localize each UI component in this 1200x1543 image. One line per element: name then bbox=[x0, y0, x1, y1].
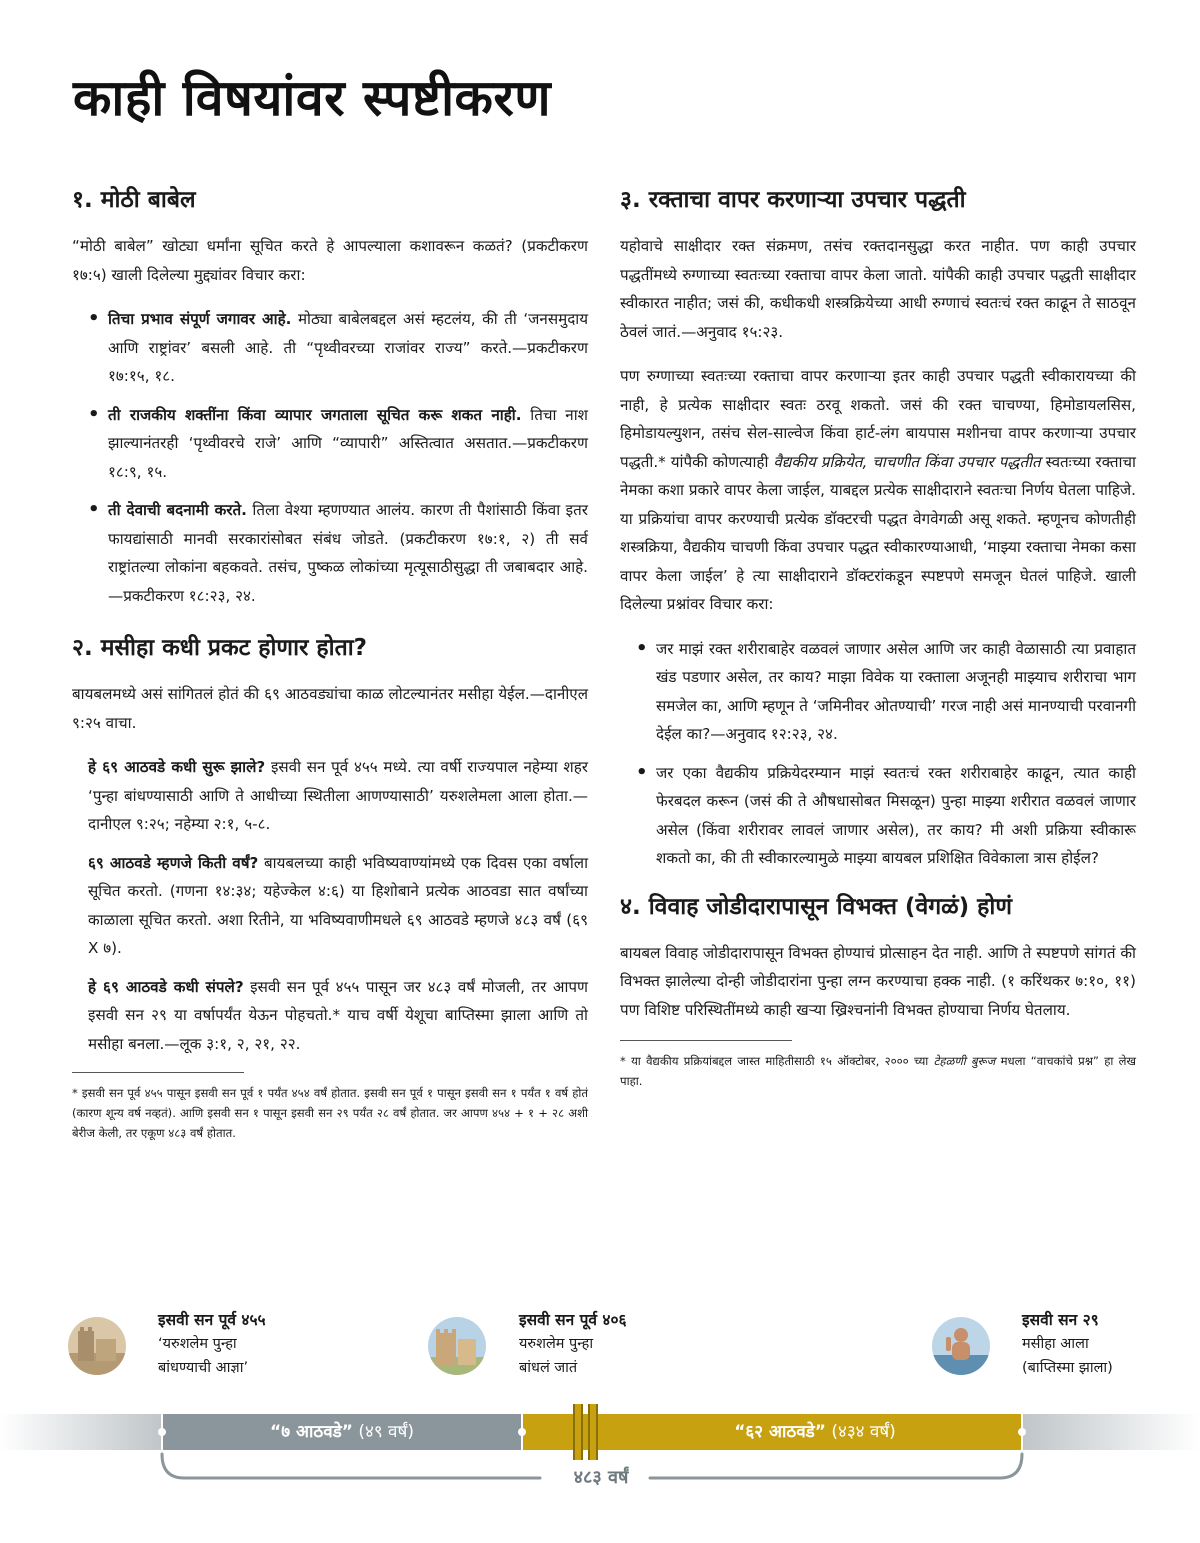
qa-question: हे ६९ आठवडे कधी सुरू झाले? bbox=[88, 758, 266, 776]
point-lead: ती राजकीय शक्तींना किंवा व्यापार जगताला सूचित करू शकत नाही. bbox=[108, 405, 522, 424]
event-caption: बांधण्याची आज्ञा’ bbox=[158, 1360, 249, 1376]
section-3-questions bbox=[620, 635, 1136, 873]
section-3-paragraph bbox=[620, 362, 1136, 619]
timeline-fade-left bbox=[0, 1414, 162, 1450]
emphasis-text: वैद्यकीय प्रक्रियेत, चाचणीत किंवा उपचार पद्धतीत bbox=[773, 452, 1041, 471]
event-date: इसवी सन पूर्व ४०६ bbox=[519, 1311, 627, 1329]
timeline-event-455bce bbox=[158, 1308, 266, 1380]
section-1-points bbox=[72, 305, 588, 610]
qa-item bbox=[88, 753, 588, 839]
section-3-paragraph: यहोवाचे साक्षीदार रक्त संक्रमण, तसंच रक्तदानसुद्धा करत नाहीत. पण काही उपचार पद्धतींमध्ये रुग्णाच्या स्वतःच्या रक्ताचा वापर केला जातो. यांपैकी काही उपचार पद्धती साक्षीदार स्वीकारत नाहीत; जसं की, कधीकधी शस्त्रक्रियेच्या आधी रुग्णाचं स्वतःचं रक्त काढून ते साठवून ठेवलं जातं.—अनुवाद १५:२३. bbox=[620, 237, 1136, 341]
point-lead: ती देवाची बदनामी करते. bbox=[108, 501, 247, 519]
event-caption: बांधलं जातं bbox=[519, 1360, 578, 1376]
event-caption: ‘यरुशलेम पुन्हा bbox=[158, 1336, 237, 1352]
list-item: • जर माझं रक्त शरीराबाहेर वळवलं जाणार असेल आणि जर काही वेळासाठी त्या प्रवाहात खंड पडणार असेल, तर काय? माझा विवेक या रक्ताला अजूनही माझ्याच शरीराचा भाग समजेल का, आणि म्हणून ते ‘जमिनीवर ओतण्याची’ गरज नाही असं मानण्याची परवानगी देईल का?—अनुवाद १२:२३, २४. bbox=[636, 635, 1136, 749]
qa-answer: बायबलच्या काही भविष्यवाण्यांमध्ये एक दिवस एका वर्षाला सूचित करतो. (गणना १४:३४; यहेज्केल ४:६) या हिशोबाने प्रत्येक आठवडा सात वर्षांच्या काळाला सूचित करतो. अशा रितीने, या भविष्यवाणीमधले ६९ आठवडे म्हणजे ४८३ वर्षं (६९ X ७). bbox=[88, 853, 589, 957]
event-date: इसवी सन २९ bbox=[1022, 1311, 1099, 1329]
section-1-heading: १. मोठी बाबेल bbox=[72, 187, 196, 213]
event-caption: (बाप्तिस्मा झाला) bbox=[1022, 1360, 1113, 1376]
footnote-divider bbox=[620, 1040, 792, 1041]
section-2-intro: बायबलमध्ये असं सांगितलं होतं की ६९ आठवड्यांचा काळ लोटल्यानंतर मसीहा येईल.—दानीएल ९:२५ वाचा. bbox=[72, 685, 588, 732]
qa-question: ६९ आठवडे म्हणजे किती वर्षं? bbox=[88, 853, 259, 872]
point-text: तिला वेश्या म्हणण्यात आलंय. कारण ती पैशांसाठी किंवा इतर फायद्यांसाठी मानवी सरकारांसोबत संबंध जोडते. (प्रकटीकरण १७:१, २) ती सर्व राष्ट्रांतल्या लोकांना बहकवते. तसंच, पुष्कळ लोकांच्या मृत्यूसाठीसुद्धा ती जबाबदार आहे.—प्रकटीकरण १८:२३, २४. bbox=[108, 501, 589, 605]
city-wall-icon bbox=[428, 1317, 486, 1375]
text-run: मधला “वाचकांचे प्रश्न” हा लेख पाहा. bbox=[620, 1054, 1136, 1088]
point-lead: तिचा प्रभाव संपूर्ण जगावर आहे. bbox=[108, 310, 292, 328]
footnote bbox=[620, 1051, 1136, 1091]
event-caption: मसीहा आला bbox=[1022, 1336, 1089, 1352]
list-item bbox=[88, 496, 588, 610]
total-years-label: ४८३ वर्षं bbox=[573, 1467, 629, 1488]
text-run: पण रुग्णाच्या स्वतःच्या रक्ताचा वापर करणाऱ्या इतर काही उपचार पद्धती स्वीकारायच्या की नाही, हे प्रत्येक साक्षीदार स्वतः ठरवू शकतो. जसं की रक्त चाचण्या, हिमोडायलसिस, हिमोडायल्युशन, तसंच सेल-साल्वेज किंवा हार्ट-लंग बायपास मशीनचा वापर करणाऱ्या उपचार पद्धती.* यांपैकी कोणत्याही bbox=[620, 367, 1136, 471]
list-item: • जर एका वैद्यकीय प्रक्रियेदरम्यान माझं स्वतःचं रक्त शरीराबाहेर काढून, त्यात काही फेरबदल करून (जसं की ते औषधासोबत मिसळून) पुन्हा माझ्या शरीरात वळवलं जाणार असेल (किंवा शरीरावर लावलं जाणार असेल), तर काय? मी अशी प्रक्रिया स्वीकारू शकतो का, की ती स्वीकारल्यामुळे माझ्या बायबल प्रशिक्षित विवेकाला त्रास होईल? bbox=[636, 759, 1136, 873]
list-item bbox=[88, 305, 588, 391]
event-date: इसवी सन पूर्व ४५५ bbox=[158, 1311, 266, 1329]
rebuilding-wall-icon bbox=[68, 1317, 126, 1375]
timeline-dot bbox=[1018, 1428, 1026, 1436]
section-3-heading: ३. रक्ताचा वापर करणाऱ्या उपचार पद्धती bbox=[620, 187, 966, 213]
section-separation bbox=[620, 889, 1136, 1092]
qa-item bbox=[88, 849, 588, 963]
segment-label-years: (४९ वर्षं) bbox=[352, 1422, 414, 1442]
baptism-icon bbox=[932, 1317, 990, 1375]
text-run: स्वतःच्या रक्ताचा नेमका कशा प्रकारे वापर केला जाईल, याबद्दल प्रत्येक साक्षीदाराने स्वतःचा निर्णय घेतला पाहिजे. या प्रक्रियांचा वापर करण्याची प्रत्येक डॉक्टरची पद्धत वेगवेगळी असू शकते. म्हणूनच कोणतीही शस्त्रक्रिया, वैद्यकीय चाचणी किंवा उपचार पद्धत स्वीकारण्याआधी, ‘माझ्या रक्ताचा नेमका कसा वापर केला जाईल’ हे त्या साक्षीदाराने डॉक्टरांकडून स्पष्टपणे समजून घेतलं पाहिजे. खाली दिलेल्या प्रश्नांवर विचार करा: bbox=[620, 452, 1136, 613]
list-item bbox=[88, 401, 588, 487]
qa-item bbox=[88, 973, 588, 1059]
section-4-heading: ४. विवाह जोडीदारापासून विभक्त (वेगळं) होणं bbox=[620, 893, 1012, 920]
segment-label-bold: “६२ आठवडे” bbox=[734, 1422, 826, 1442]
point-text: तिचा नाश झाल्यानंतरही ‘पृथ्वीवरचे राजे’ आणि “व्यापारी” अस्तित्वात असतात.—प्रकटीकरण १८:९, १५. bbox=[108, 405, 588, 481]
timeline-event-406bce bbox=[519, 1308, 627, 1380]
segment-label-7-weeks bbox=[162, 1414, 522, 1450]
footnote: * इसवी सन पूर्व ४५५ पासून इसवी सन पूर्व १ पर्यंत ४५४ वर्षं होतात. इसवी सन पूर्व १ पासून इसवी सन १ पर्यंत १ वर्ष होतं (कारण शून्य वर्ष नव्हतं). आणि इसवी सन १ पासून इसवी सन २९ पर्यंत २८ वर्षं होतात. जर आपण ४५४ + १ + २८ अशी बेरीज केली, तर एकूण ४८३ वर्षं होतात. bbox=[72, 1086, 588, 1140]
segment-label-bold: “७ आठवडे” bbox=[270, 1422, 353, 1442]
qa-answer: इसवी सन पूर्व ४५५ पासून जर ४८३ वर्षं मोजली, तर आपण इसवी सन २९ या वर्षापर्यंत येऊन पोहचतो.* याच वर्षी येशूचा बाप्तिस्मा झाला आणि तो मसीहा बनला.—लूक ३:१, २, २१, २२. bbox=[88, 977, 588, 1053]
timeline-event-29ce bbox=[1022, 1308, 1113, 1380]
segment-label-62-weeks bbox=[620, 1414, 1010, 1450]
section-4-paragraph: बायबल विवाह जोडीदारापासून विभक्त होण्याचं प्रोत्साहन देत नाही. आणि ते स्पष्टपणे सांगतं की विभक्त झालेल्या दोन्ही जोडीदारांना पुन्हा लग्न करण्याचा हक्क नाही. (१ करिंथकर ७:१०, ११) पण विशिष्ट परिस्थितींमध्ये काही खऱ्या ख्रिश्चनांनी विभक्त होण्याचा निर्णय घेतलाय. bbox=[620, 943, 1136, 1019]
emphasis-text: टेहळणी बुरूज bbox=[933, 1054, 996, 1068]
point-text: मोठ्या बाबेलबद्दल असं म्हटलंय, की ती ‘जनसमुदाय आणि राष्ट्रांवर’ बसली आहे. ती “पृथ्वीवरच्या राजांवर राज्य” करते.—प्रकटीकरण १७:१५, १८. bbox=[108, 310, 589, 385]
text-run: * या वैद्यकीय प्रक्रियांबद्दल जास्त माहितीसाठी १५ ऑक्टोबर, २००० च्या bbox=[620, 1054, 934, 1068]
segment-label-years: (४३४ वर्षं) bbox=[825, 1422, 896, 1442]
event-caption: यरुशलेम पुन्हा bbox=[519, 1336, 594, 1352]
section-1-intro: “मोठी बाबेल” खोट्या धर्मांना सूचित करते हे आपल्याला कशावरून कळतं? (प्रकटीकरण १७:५) खाली दिलेल्या मुद्द्यांवर विचार करा: bbox=[72, 237, 588, 284]
page-title: काही विषयांवर स्पष्टीकरण bbox=[73, 69, 552, 127]
section-messiah bbox=[72, 630, 588, 1143]
footnote-divider bbox=[72, 1072, 244, 1073]
qa-question: हे ६९ आठवडे कधी संपले? bbox=[88, 977, 244, 996]
section-2-heading: २. मसीहा कधी प्रकट होणार होता? bbox=[72, 635, 368, 661]
timeline-fade-right bbox=[1022, 1414, 1200, 1450]
right-column bbox=[620, 182, 1136, 1091]
left-column bbox=[72, 182, 588, 1143]
section-blood-treatments bbox=[620, 182, 1136, 873]
section-great-babylon bbox=[72, 182, 588, 610]
qa-answer: इसवी सन पूर्व ४५५ मध्ये. त्या वर्षी राज्यपाल नहेम्या शहर ‘पुन्हा बांधण्यासाठी आणि ते आधीच्या स्थितीला आणण्यासाठी’ यरुशलेमला आला होता.—दानीएल ९:२५; नहेम्या २:१, ५-८. bbox=[88, 758, 588, 833]
